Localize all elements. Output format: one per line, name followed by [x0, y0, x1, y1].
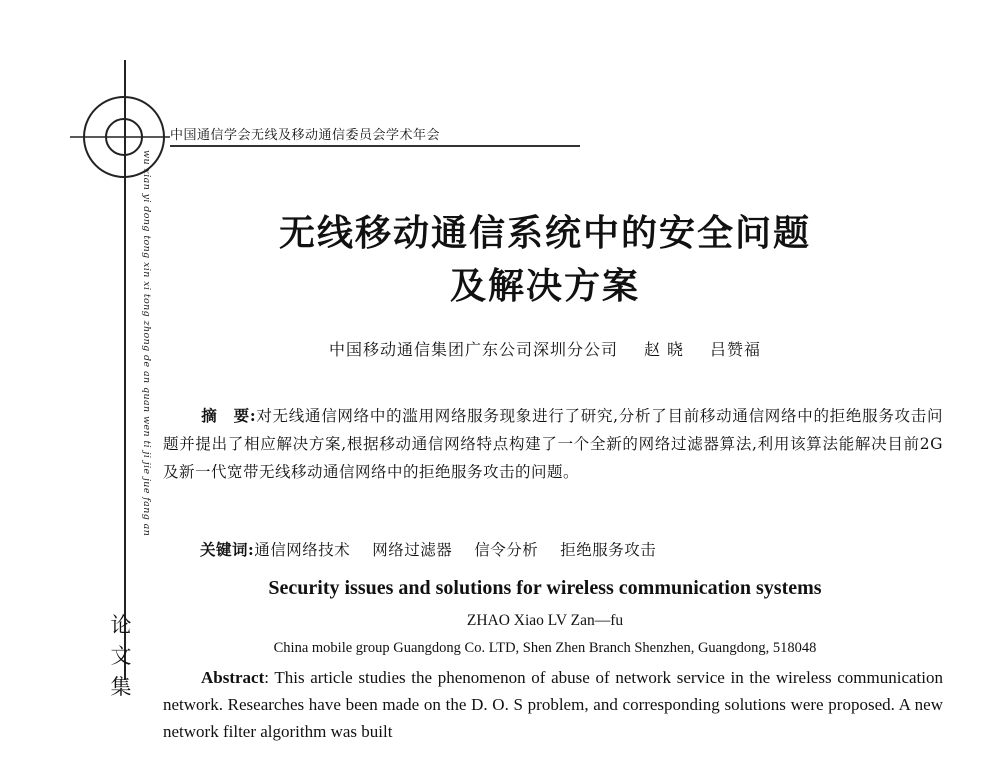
- author-affiliation: 中国移动通信集团广东公司深圳分公司: [328, 340, 618, 359]
- side-pinyin-title: wu xian yi dong tong xin xi tong zhong de an quan wen ti ji jie jue fang an: [141, 150, 152, 537]
- english-affiliation: China mobile group Guangdong Co. LTD, Shen Zhen Branch Shenzhen, Guangdong, 518048: [273, 640, 817, 656]
- keyword: 信令分析: [474, 541, 539, 559]
- header-rule: [170, 145, 580, 147]
- paper-title-line-2: 及解决方案: [449, 266, 640, 307]
- english-abstract-text: : This article studies the phenomenon of abuse of network service in the wireless communication network. Researches have been made on the D. O. S problem, and corresponding solutions were proposed. A new network filter algorithm was built: [163, 668, 943, 741]
- abstract-english: [163, 664, 943, 745]
- keywords-label: 关键词:: [200, 540, 255, 559]
- author-name: 赵 晓: [643, 340, 685, 359]
- abstract-chinese: [163, 402, 943, 486]
- english-abstract-label: Abstract: [201, 668, 265, 687]
- abstract-label: 摘 要:: [201, 406, 257, 425]
- abstract-text: 对无线通信网络中的滥用网络服务现象进行了研究,分析了目前移动通信网络中的拒绝服务攻击问题并提出了相应解决方案,根据移动通信网络特点构建了一个全新的网络过滤器算法,利用该算法能解决目前2G及新一代宽带无线移动通信网络中的拒绝服务攻击的问题。: [163, 407, 943, 481]
- keyword: 拒绝服务攻击: [560, 541, 657, 559]
- keyword: 通信网络技术: [254, 541, 351, 559]
- keyword: 网络过滤器: [372, 541, 453, 559]
- side-label-char: 文: [110, 644, 132, 668]
- side-label-char: 集: [110, 675, 132, 699]
- keywords: [200, 538, 678, 560]
- author-line: [45, 337, 1000, 360]
- english-title: Security issues and solutions for wireless communication systems: [268, 577, 822, 599]
- english-authors: ZHAO Xiao LV Zan—fu: [466, 612, 624, 629]
- conference-header: 中国通信学会无线及移动通信委员会学术年会: [170, 128, 441, 143]
- paper-title-line-1: 无线移动通信系统中的安全问题: [278, 213, 811, 254]
- side-label-char: 论: [110, 613, 132, 637]
- author-name: 吕赞福: [710, 340, 762, 359]
